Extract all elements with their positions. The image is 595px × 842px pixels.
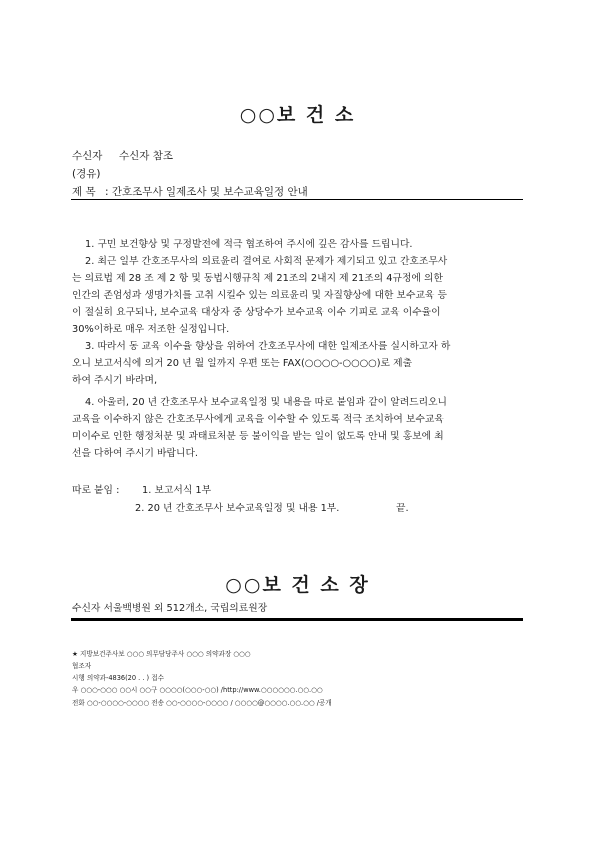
attachments-label: 따로 붙임 : bbox=[72, 485, 120, 496]
paragraph-2-line: 인간의 존엄성과 생명가치를 고취 시킬수 있는 의료윤리 및 자질향상에 대한 보수교육 등 bbox=[72, 290, 447, 301]
paragraph-4-line: 미이수로 인한 행정처분 및 과태료처분 등 불이익을 받는 일이 없도록 안내 및 홍보에 최 bbox=[72, 431, 444, 442]
recipient-label: 수신자 bbox=[72, 150, 103, 162]
sender-title: ○○보 건 소 장 bbox=[225, 574, 370, 596]
subject-label: 제 목 bbox=[72, 186, 96, 198]
paragraph-3-line: 하여 주시기 바라며, bbox=[72, 375, 158, 386]
attachment-item-2: 2. 20 년 간호조무사 보수교육일정 및 내용 1부. bbox=[135, 503, 340, 514]
paragraph-4-line: 교육을 이수하지 않은 간호조무사에게 교육을 이수할 수 있도록 적극 조치하여 보수교육 bbox=[72, 414, 444, 425]
paragraph-3-line: 오니 보고서식에 의거 20 년 월 일까지 우편 또는 FAX(○○○○-○○○○)로 제출 bbox=[72, 358, 413, 369]
paragraph-2-line: 2. 최근 일부 간호조무사의 의료윤리 결여로 사회적 문제가 제기되고 있고 간호조무사 bbox=[85, 256, 448, 267]
attachment-item-1: 1. 보고서식 1부 bbox=[142, 485, 212, 496]
footer-enforcement: 시행 의약과-4836(20 . . ) 접수 bbox=[72, 674, 164, 682]
paragraph-1: 1. 구민 보건향상 및 구정발전에 적극 협조하여 주시에 깊은 감사를 드립니다. bbox=[85, 239, 413, 250]
paragraph-4-line: 4. 아울러, 20 년 간호조무사 보수교육일정 및 내용을 따로 붙임과 같이 알려드리오니 bbox=[85, 397, 448, 408]
paragraph-4-line: 선을 다하여 주시기 바랍니다. bbox=[72, 448, 199, 459]
recipient-value: 수신자 참조 bbox=[119, 150, 174, 162]
end-mark: 끝. bbox=[396, 503, 409, 514]
subject-value: : 간호조무사 일제조사 및 보수교육일정 안내 bbox=[105, 186, 308, 198]
footer-cooperator: 협조자 bbox=[72, 662, 92, 670]
footer-contact: 전화 ○○-○○○○-○○○○ 전송 ○○-○○○○-○○○○ / ○○○○@○○○○.○○.○○ /공개 bbox=[72, 699, 332, 707]
sender-divider bbox=[71, 618, 523, 621]
paragraph-3-line: 3. 따라서 동 교육 이수율 향상을 위하여 간호조무사에 대한 일제조사를 실시하고자 하 bbox=[85, 341, 451, 352]
paragraph-2-line: 30%이하로 매우 저조한 실정입니다. bbox=[72, 324, 230, 335]
document-title: ○○보 건 소 bbox=[239, 104, 356, 126]
footer-approvers: ★ 지방보건주사보 ○○○ 의무담당주사 ○○○ 의약과장 ○○○ bbox=[72, 650, 251, 658]
paragraph-2-line: 이 절실히 요구되나, 보수교육 대상자 중 상당수가 보수교육 이수 기피로 교육 이수율이 bbox=[72, 307, 441, 318]
footer-address: 우 ○○○-○○○ ○○시 ○○구 ○○○○(○○○-○○) /http://www.○○○○○○.○○.○○ bbox=[72, 686, 323, 694]
recipients-list: 수신자 서울백병원 외 512개소, 국립의료원장 bbox=[72, 603, 268, 614]
via-label: (경유) bbox=[72, 168, 101, 180]
subject-divider bbox=[71, 199, 523, 200]
paragraph-2-line: 는 의료법 제 28 조 제 2 항 및 동법시행규칙 제 21조의 2내지 제 21조의 4규정에 의한 bbox=[72, 273, 443, 284]
